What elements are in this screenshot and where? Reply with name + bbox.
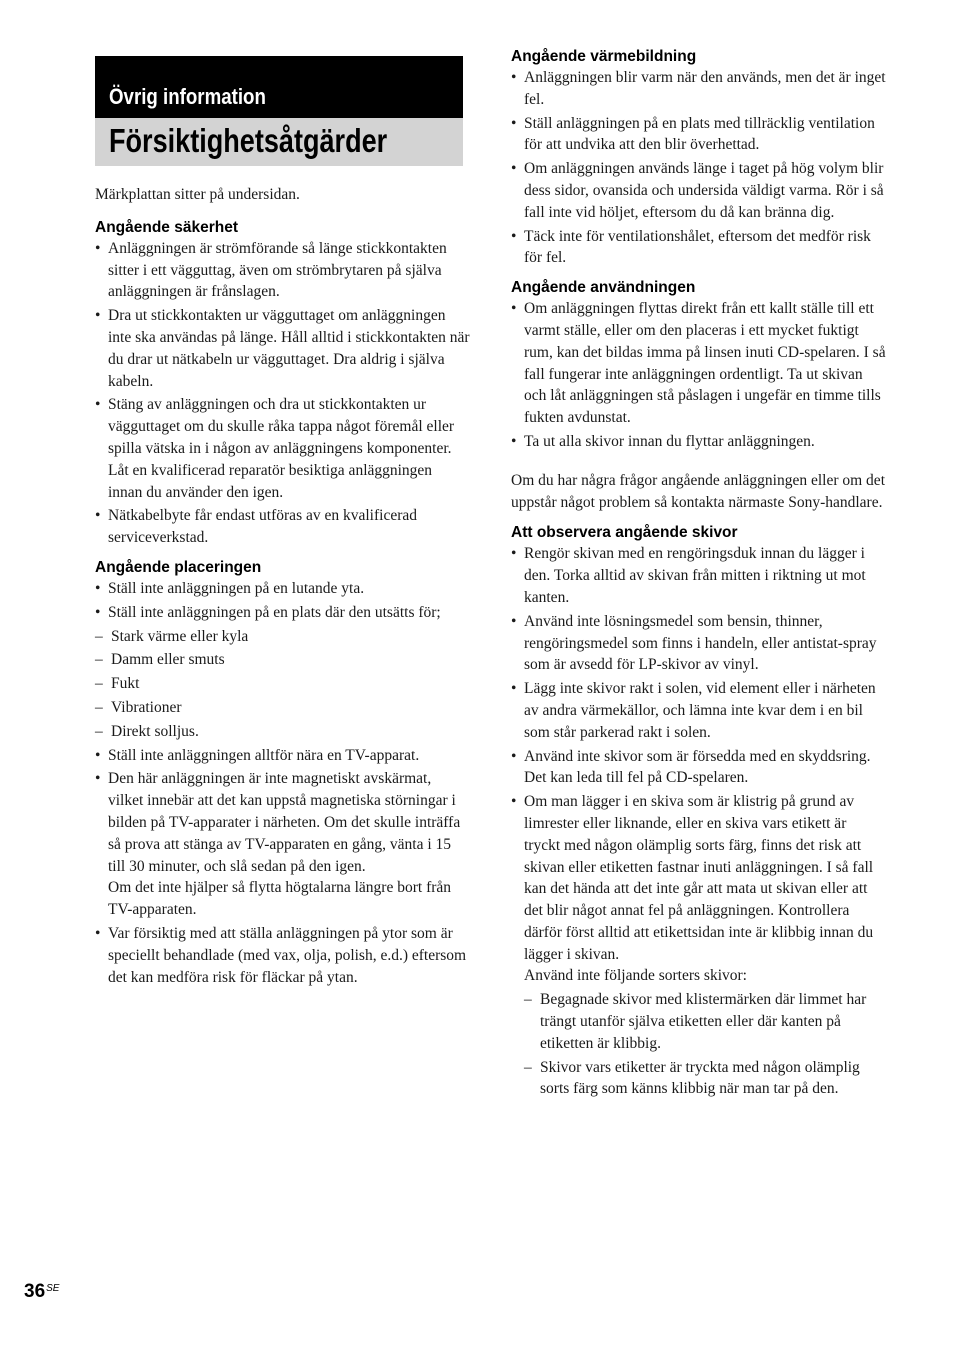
heat-list: [511, 67, 886, 269]
operation-list: [511, 298, 886, 453]
sub-item: – Vibrationer: [95, 697, 470, 719]
sub-item: – Direkt solljus.: [95, 721, 470, 743]
intro-text: Märkplattan sitter på undersidan.: [95, 186, 300, 203]
list-item-text: Den här anläggningen är inte magnetiskt avskärmat, vilket innebär att det kan uppstå magnetiska störningar i bilden på TV-apparater i närheten. Om det skulle inträffa så prova att stänga av TV-apparaten en gång, vänta i 15 till 30 minuter, och slå sedan på den igen.: [108, 770, 461, 875]
page-title: Försiktighetsåtgärder: [109, 122, 388, 159]
list-item: • Använd inte skivor som är försedda med en skyddsring. Det kan leda till fel på CD-spelaren.: [511, 746, 886, 790]
discs-heading: Att observera angående skivor: [511, 524, 738, 542]
sub-item: – Stark värme eller kyla: [95, 626, 470, 648]
page-language-code: SE: [46, 1283, 60, 1294]
list-item: • Anläggningen är strömförande så länge stickkontakten sitter i ett vägguttag, även om strömbrytaren på själva anläggningen är frånslagen.: [95, 238, 470, 303]
list-item: • Använd inte lösningsmedel som bensin, thinner, rengöringsmedel som finns i handeln, eller antistat-spray som är avsedd för LP-skivor av vinyl.: [511, 611, 886, 676]
sub-item: – Damm eller smuts: [95, 649, 470, 671]
sub-item: – Begagnade skivor med klistermärken där limmet har trängt utanför själva etiketten eller där kanten på etiketten är klibbig.: [524, 989, 886, 1054]
list-item: • Täck inte för ventilationshålet, eftersom det medför risk för fel.: [511, 226, 886, 270]
discs-list: [511, 543, 886, 1100]
section-label: Övrig information: [109, 84, 266, 109]
list-item: • Dra ut stickkontakten ur vägguttaget om anläggningen inte ska användas på länge. Håll alltid i stickkontakten när du drar ut nätkabeln ur vägguttaget. Dra aldrig i själva kabeln.: [95, 305, 470, 392]
list-item: • Om anläggningen används länge i taget på hög volym blir dess sidor, ovansida och undersida väldigt varma. Rör i så fall inte vid höljet, eftersom du då kan bränna dig.: [511, 158, 886, 223]
list-item: • Rengör skivan med en rengöringsduk innan du lägger i den. Torka alltid av skivan från mitten i riktning ut mot kanten.: [511, 543, 886, 608]
list-item-text: Om man lägger i en skiva som är klistrig på grund av limrester eller liknande, eller en skiva vars etikett är tryckt med någon olämplig sorts färg, finns det risk att skivan eller etiketten fastnar inuti anläggningen. I så fall kan det hända att det inte går att mata ut skivan eller att det blir något annat fel på anläggningen. Kontrollera därför först alltid att etikettsidan inte är klibbig innan du lägger i skivan.: [524, 793, 874, 963]
contact-text: Om du har några frågor angående anläggningen eller om det uppstår något problem så kontakta närmaste Sony-handlare.: [511, 471, 885, 511]
left-column: [95, 184, 470, 990]
list-item: [511, 791, 886, 1100]
page-number-value: 36: [24, 1281, 46, 1302]
list-item: • Om anläggningen flyttas direkt från ett kallt ställe till ett varmt ställe, eller om den placeras i ett mycket fuktigt rum, kan det bildas imma på linsen inuti CD-spelaren. I så fall fungerar inte anläggningen ordentligt. Ta ut skivan och låt anläggningen stå påslagen i ungefär en timme tills fukten avdunstat.: [511, 298, 886, 429]
list-item: • Ställ inte anläggningen alltför nära en TV-apparat.: [95, 745, 470, 767]
list-item: • Nätkabelbyte får endast utföras av en kvalificerad serviceverkstad.: [95, 505, 470, 549]
list-item-extra: Använd inte följande sorters skivor:: [524, 967, 747, 985]
right-column: [511, 46, 886, 1102]
list-item: [95, 602, 470, 743]
list-item: • Lägg inte skivor rakt i solen, vid element eller i närheten av andra värmekällor, och lämna inte kvar dem i en bil som står parkerad rakt i solen.: [511, 678, 886, 743]
list-item: • Ställ anläggningen på en plats med tillräcklig ventilation för att undvika att den blir överhettad.: [511, 113, 886, 157]
list-item-extra: Om det inte hjälper så flytta högtalarna längre bort från TV-apparaten.: [108, 879, 452, 919]
bad-discs-list: [524, 989, 886, 1100]
list-item: • Ställ inte anläggningen på en lutande yta.: [95, 578, 470, 600]
placement-list: [95, 578, 470, 988]
safety-list: [95, 238, 470, 549]
sub-item: – Skivor vars etiketter är tryckta med någon olämplig sorts färg som känns klibbig när man tar på den.: [524, 1057, 886, 1101]
operation-heading: Angående användningen: [511, 279, 696, 297]
list-item-text: Ställ inte anläggningen på en plats där den utsätts för;: [108, 603, 441, 621]
list-item: • Ta ut alla skivor innan du flyttar anläggningen.: [511, 431, 886, 453]
heat-heading: Angående värmebildning: [511, 48, 697, 65]
list-item: • Stäng av anläggningen och dra ut stickkontakten ur vägguttaget om du skulle råka tappa något föremål eller spilla vätska in i någon av anläggningens komponenter. Låt en kvalificerad reparatör besiktiga anläggningen innan du använder den igen.: [95, 394, 470, 503]
page-number: [24, 1281, 59, 1303]
conditions-list: [95, 626, 470, 743]
list-item: • Var försiktig med att ställa anläggningen på ytor som är speciellt behandlade (med vax, olja, polish, e.d.) eftersom det kan medföra risk för fläckar på ytan.: [95, 923, 470, 988]
sub-item: – Fukt: [95, 673, 470, 695]
safety-heading: Angående säkerhet: [95, 218, 238, 236]
placement-heading: Angående placeringen: [95, 558, 262, 576]
section-banner: [95, 56, 463, 118]
list-item: [95, 768, 470, 921]
list-item: • Anläggningen blir varm när den används, men det är inget fel.: [511, 67, 886, 111]
title-band: [95, 118, 463, 166]
